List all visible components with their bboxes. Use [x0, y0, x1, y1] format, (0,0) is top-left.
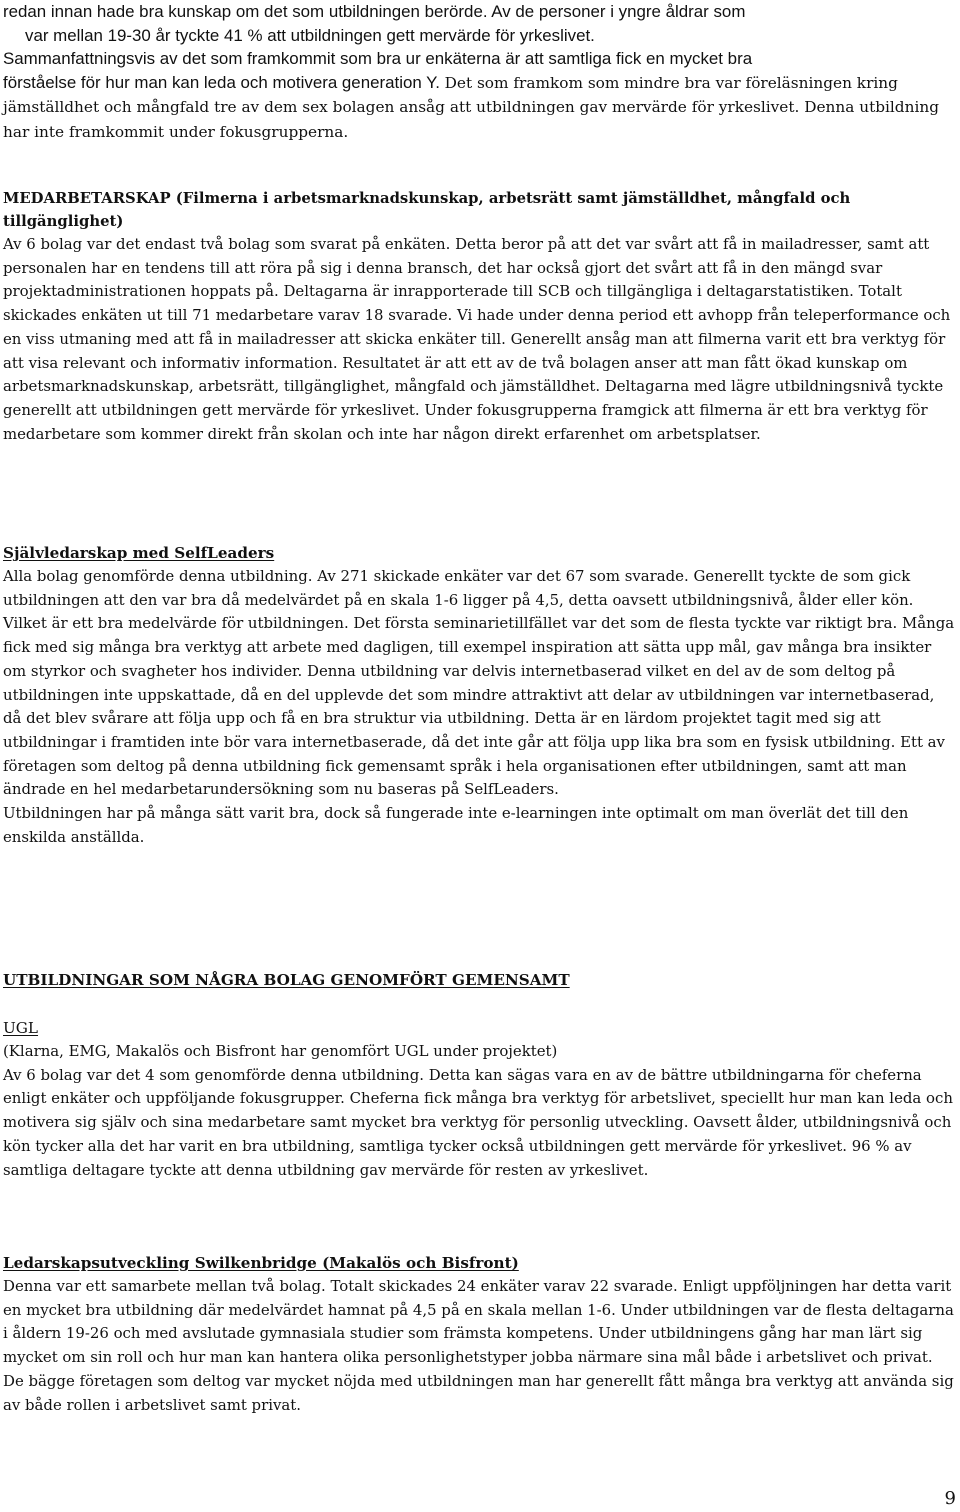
sjalvledarskap-section [3, 542, 955, 849]
gemensamt-section [3, 969, 955, 992]
intro-line: redan innan hade bra kunskap om det som utbildningen berörde. Av de personer i yngre åldrar som [3, 2, 746, 21]
page-number: 9 [944, 1488, 956, 1509]
intro-line: var mellan 19-30 år tyckte 41 % att utbildningen gett mervärde för yrkeslivet. [25, 25, 595, 45]
intro-line: förståelse för hur man kan leda och motivera generation Y. [3, 72, 440, 92]
swilkenbridge-heading: Ledarskapsutveckling Swilkenbridge (Makalös och Bisfront) [3, 1254, 519, 1272]
ugl-section [3, 1017, 955, 1182]
intro-line: Sammanfattningsvis av det som framkommit som bra ur enkäterna är att samtliga fick en mycket bra [3, 49, 753, 68]
intro-serif-text: Det som framkom som mindre bra var föreläsningen kring jämställdhet och mångfald tre av dem sex bolagen ansåg att utbildningen gav mervärde för yrkeslivet. Denna utbildning har inte framkommit under fokusgrupperna. [3, 73, 939, 141]
sjalvledarskap-heading: Självledarskap med SelfLeaders [3, 544, 275, 562]
ugl-subheading: (Klarna, EMG, Makalös och Bisfront har genomfört UGL under projektet) [3, 1042, 558, 1060]
intro-section [3, 0, 955, 144]
sjalvledarskap-body: Alla bolag genomförde denna utbildning. Av 271 skickade enkäter var det 67 som svarade. Generellt tyckte de som gick utbildningen att den var bra då medelvärdet på en skala 1-6 ligger på 4,5, detta oavsett utbildningsnivå, ålder eller kön. Vilket är ett bra medelvärde för utbildningen. Det första seminarietillfället var det som de flesta tyckte var riktigt bra. Många fick med sig många bra verktyg att arbete med dagligen, till exempel inspiration att sätta upp mål, gav många bra insikter om styrkor och svagheter hos individer. Denna utbildning var delvis internetbaserad vilket en del av de som deltog på utbildningen inte uppskattade, då en del upplevde det som mindre attraktivt att delar av utbildningen var internetbaserad, då det blev svårare att följa upp och få en bra struktur via utbildning. Detta är en lärdom projektet tagit med sig att utbildningar i framtiden inte bör vara internetbaserade, då det inte går att följa upp lika bra som en fysisk utbildning. Ett av företagen som deltog på denna utbildning fick gemensamt språk i hela organisationen efter utbildningen, samt att man ändrade en hel medarbetarundersökning som nu baseras på SelfLeaders. [3, 567, 955, 799]
sjalvledarskap-body-2: Utbildningen har på många sätt varit bra, dock så fungerade inte e-learningen inte optimalt om man överlät det till den enskilda anställda. [3, 804, 909, 846]
medarbetarskap-heading: MEDARBETARSKAP (Filmerna i arbetsmarknadskunskap, arbetsrätt samt jämställdhet, mångfald och tillgänglighet) [3, 190, 851, 230]
ugl-body: Av 6 bolag var det 4 som genomförde denna utbildning. Detta kan sägas vara en av de bättre utbildningarna för cheferna enligt enkäter och uppföljande fokusgrupper. Cheferna fick många bra verktyg för arbetslivet, speciellt hur man kan leda och motivera sig själv och sina medarbetare samt mycket bra verktyg för personlig utveckling. Oavsett ålder, utbildningsnivå och kön tycker alla det har varit en bra utbildning, samtliga tycker också utbildningen gett mervärde för yrkeslivet. 96 % av samtliga deltagare tyckte att denna utbildning gav mervärde för resten av yrkeslivet. [3, 1065, 953, 1179]
gemensamt-heading: UTBILDNINGAR SOM NÅGRA BOLAG GENOMFÖRT GEMENSAMT [3, 971, 570, 989]
swilkenbridge-section [3, 1252, 955, 1417]
ugl-heading: UGL [3, 1019, 39, 1037]
swilkenbridge-body-2: De bägge företagen som deltog var mycket nöjda med utbildningen man har generellt fått många bra verktyg att använda sig av både rollen i arbetslivet samt privat. [3, 1371, 954, 1414]
medarbetarskap-body: Av 6 bolag var det endast två bolag som svarat på enkäten. Detta beror på att det var svårt att få in mailadresser, samt att personalen har en tendens till att röra på sig i denna bransch, det har också gjort det svårt att få in den mängd svar projektadministrationen hoppats på. Deltagarna är inrapporterade till SCB och tillgängliga i deltagarstatistiken. Totalt skickades enkäten ut till 71 medarbetare varav 18 svarade. Vi hade under denna period ett avhopp från teleperformance och en viss utmaning med att få in mailadresser att skicka enkäter till. Generellt ansåg man att filmerna varit ett bra verktyg för att visa relevant och informativ information. Resultatet är att ett av de två bolagen anser att man fått ökad kunskap om arbetsmarknadskunskap, arbetsrätt, tillgänglighet, mångfald och jämställdhet. Deltagarna med lägre utbildningsnivå tyckte generellt att utbildningen gett mervärde för yrkeslivet. Under fokusgrupperna framgick att filmerna är ett bra verktyg för medarbetare som kommer direkt från skolan och inte har någon direkt erfarenhet om arbetsplatser. [3, 235, 951, 443]
medarbetarskap-section [3, 187, 955, 446]
swilkenbridge-body: Denna var ett samarbete mellan två bolag. Totalt skickades 24 enkäter varav 22 svarade. Enligt uppföljningen har detta varit en mycket bra utbildning där medelvärdet hamnat på 4,5 på en skala mellan 1-6. Under utbildningen var de flesta deltagarna i åldern 19-26 och med avslutade gymnasiala studier som främsta kompetens. Under utbildningens gång har man lärt sig mycket om sin roll och hur man kan hantera olika personlighetstyper jobba närmare sina mål både i arbetslivet och privat. [3, 1277, 954, 1367]
